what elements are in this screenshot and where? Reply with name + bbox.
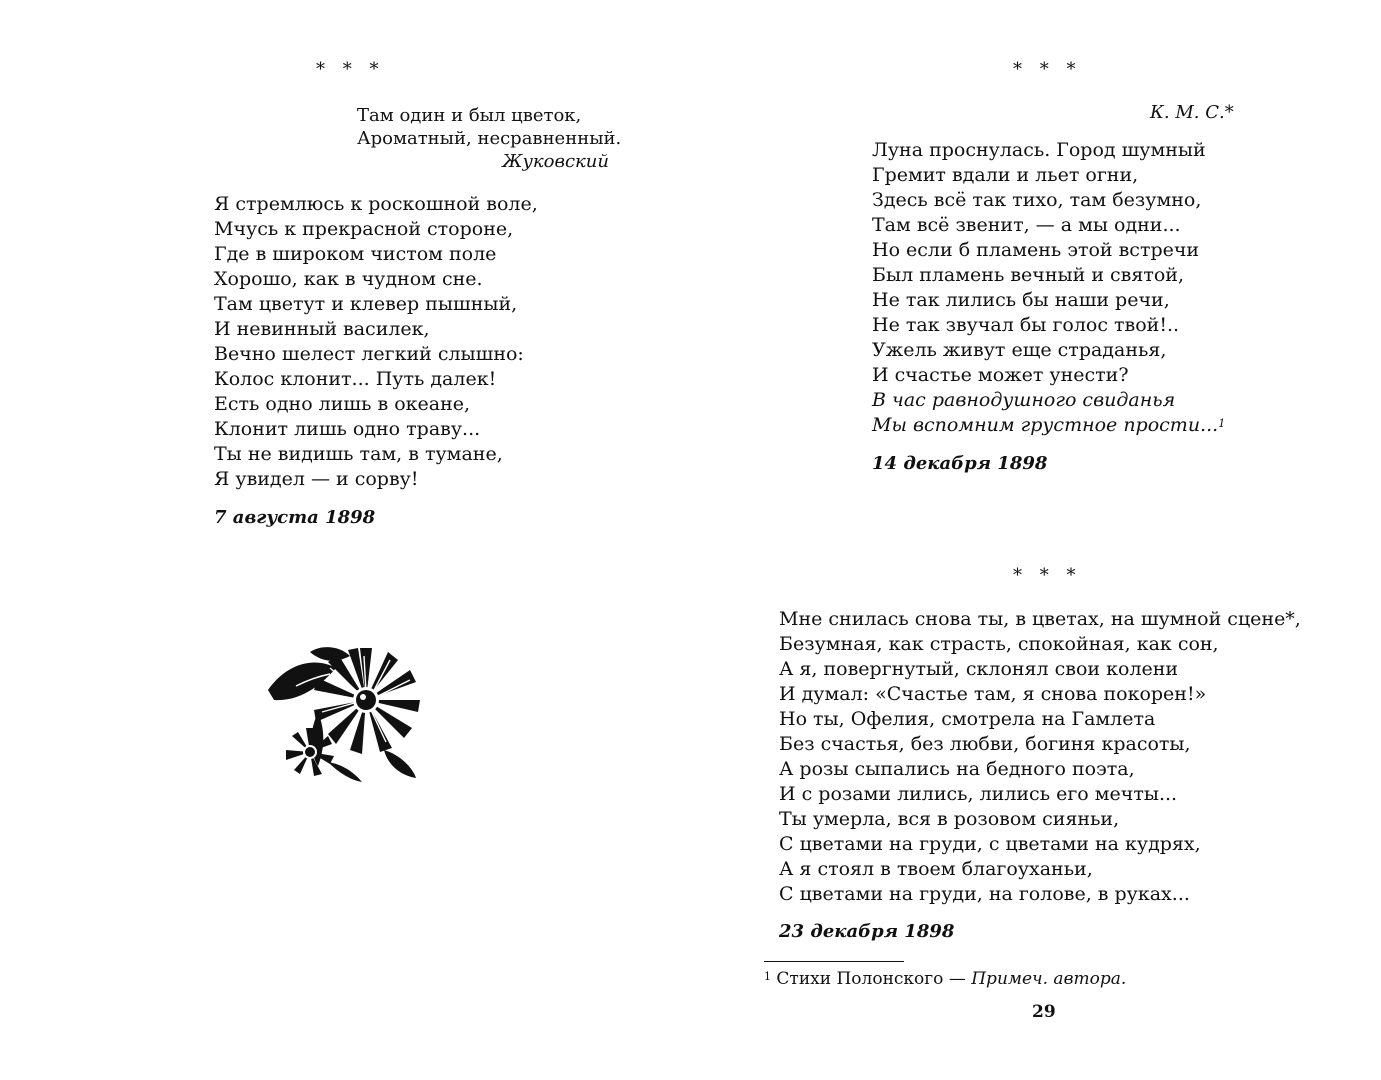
poem-line: И думал: «Счастье там, я снова покорен!»: [779, 683, 1207, 705]
poem-line: И счастье может унести?: [872, 364, 1129, 386]
poem-line: Колос клонит... Путь далек!: [214, 368, 497, 390]
poem-line: Где в широком чистом поле: [214, 243, 497, 265]
poem-line: Ты умерла, вся в розовом сияньи,: [779, 808, 1120, 830]
section-stars: * * *: [316, 59, 385, 80]
section-stars: * * *: [1013, 565, 1082, 586]
section-stars: * * *: [1013, 59, 1082, 80]
footnote: [764, 968, 1126, 990]
poem-line: Не так лились бы наши речи,: [872, 289, 1170, 311]
epigraph-line: Ароматный, несравненный.: [357, 128, 622, 149]
poem-stanza: [872, 138, 1225, 438]
footnote-text: Стихи Полонского —: [776, 969, 966, 989]
poem-line: А я стоял в твоем благоуханьи,: [779, 858, 1093, 880]
poem-line: Мчусь к прекрасной стороне,: [214, 218, 514, 240]
poem-stanza: [214, 192, 538, 492]
epigraph-line: Там один и был цветок,: [357, 105, 582, 126]
right-page: [690, 0, 1381, 1080]
poem-date: 14 декабря 1898: [872, 453, 1048, 474]
poem-line: Здесь всё так тихо, там безумно,: [872, 189, 1202, 211]
poem-line: Луна проснулась. Город шумный: [872, 139, 1206, 161]
poem-line: Хорошо, как в чудном сне.: [214, 268, 483, 290]
poem-line: Клонит лишь одно траву...: [214, 418, 481, 440]
poem-line: Но если б пламень этой встречи: [872, 239, 1200, 261]
poem-line-italic: В час равнодушного свиданья: [872, 389, 1176, 411]
footnote-ref[interactable]: 1: [1218, 417, 1226, 430]
poem-line: Я стремлюсь к роскошной воле,: [214, 193, 538, 215]
poem-line: Там всё звенит, — а мы одни...: [872, 214, 1181, 236]
poem-line: Есть одно лишь в океане,: [214, 393, 471, 415]
epigraph-author: Жуковский: [502, 151, 609, 172]
epigraph: [357, 104, 622, 173]
poem-dedication: К. М. С.*: [1150, 102, 1234, 123]
poem-line: С цветами на груди, с цветами на кудрях,: [779, 833, 1201, 855]
poem-line: С цветами на груди, на голове, в руках...: [779, 883, 1190, 905]
left-page: [0, 0, 690, 1080]
poem-line-italic: [872, 413, 1225, 438]
poem-line: Ты не видишь там, в тумане,: [214, 443, 503, 465]
poem-line: Вечно шелест легкий слышно:: [214, 343, 524, 365]
page-number: 29: [1032, 1002, 1056, 1022]
flower-ornament-icon: [266, 642, 426, 784]
footnote-rule: [764, 961, 904, 962]
poem-line: Ужель живут еще страданья,: [872, 339, 1167, 361]
poem-line: Был пламень вечный и святой,: [872, 264, 1184, 286]
poem-date: 23 декабря 1898: [779, 921, 955, 942]
poem-line: А розы сыпались на бедного поэта,: [779, 758, 1135, 780]
poem-date: 7 августа 1898: [214, 507, 376, 528]
poem-stanza: [779, 607, 1301, 907]
footnote-mark: 1: [764, 970, 771, 983]
poem-line: Там цветут и клевер пышный,: [214, 293, 518, 315]
poem-line: А я, повергнутый, склонял свои колени: [779, 658, 1179, 680]
poem-line: Безумная, как страсть, спокойная, как сон,: [779, 633, 1219, 655]
footnote-note: Примеч. автора.: [971, 969, 1127, 989]
poem-line: Без счастья, без любви, богиня красоты,: [779, 733, 1191, 755]
poem-line: И с розами лились, лились его мечты...: [779, 783, 1178, 805]
poem-line: Не так звучал бы голос твой!..: [872, 314, 1180, 336]
poem-line: Гремит вдали и льет огни,: [872, 164, 1139, 186]
poem-line: Мне снилась снова ты, в цветах, на шумной сцене*,: [779, 608, 1301, 630]
poem-line: И невинный василек,: [214, 318, 430, 340]
poem-line-text: Мы вспомним грустное прости...: [872, 414, 1219, 436]
poem-line: Но ты, Офелия, смотрела на Гамлета: [779, 708, 1156, 730]
poem-line: Я увидел — и сорву!: [214, 468, 419, 490]
